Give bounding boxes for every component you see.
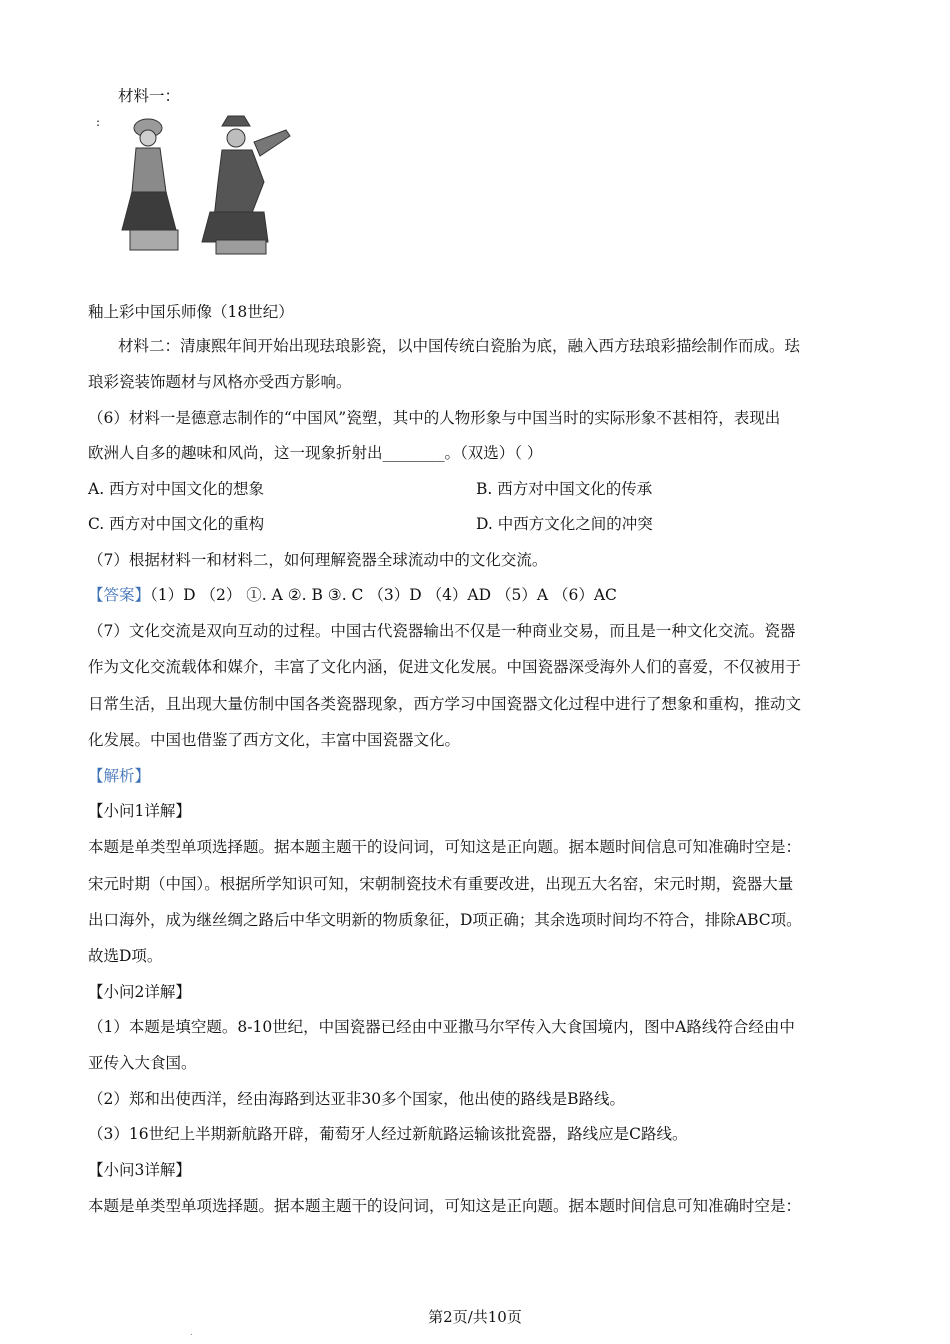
sub-2-line: （3）16世纪上半期新航路开辟，葡萄牙人经过新航路运输该批瓷器，路线应是C路线。: [88, 1125, 688, 1143]
porcelain-musicians-figure: [118, 112, 318, 260]
answer-values: （1）D （2） ①. A ②. B ③. C （3）D （4）AD （5）A （6）AC: [150, 586, 617, 604]
sub-3-line: 本题是单类型单项选择题。据本题主题干的设问词，可知这是正向题。据本题时间信息可知准确时空是：: [88, 1197, 802, 1215]
material2-line: 琅彩瓷装饰题材与风格亦受西方影响。: [88, 373, 352, 391]
answer-line: [88, 585, 617, 605]
option-a: A. 西方对中国文化的想象: [88, 480, 265, 498]
figure-caption: 釉上彩中国乐师像（18世纪）: [88, 303, 294, 321]
answer-7-line: （7）文化交流是双向互动的过程。中国古代瓷器输出不仅是一种商业交易，而且是一种文化交流。瓷器: [88, 622, 796, 640]
question-6-line: （6）材料一是德意志制作的“中国风”瓷塑，其中的人物形象与中国当时的实际形象不甚相符，表现出: [88, 409, 781, 427]
sub-question-2-tag: 【小问2详解】: [88, 983, 191, 1001]
material2-line: 材料二：清康熙年间开始出现珐琅影瓷，以中国传统白瓷胎为底，融入西方珐琅彩描绘制作而成。珐: [118, 337, 801, 355]
option-c: C. 西方对中国文化的重构: [88, 515, 265, 533]
sub-question-3-tag: 【小问3详解】: [88, 1161, 191, 1179]
sub-2-line: 亚传入大食国。: [88, 1054, 197, 1072]
sub-1-line: 故选D项。: [88, 947, 163, 965]
sub-1-line: 宋元时期（中国）。根据所学知识可知，宋朝制瓷技术有重要改进，出现五大名窑，宋元时期，瓷器大量: [88, 875, 794, 893]
question-7: （7）根据材料一和材料二，如何理解瓷器全球流动中的文化交流。: [88, 551, 548, 569]
material1-label: 材料一：: [118, 87, 181, 105]
sub-question-1-tag: 【小问1详解】: [88, 802, 191, 820]
answer-7-line: 作为文化交流载体和媒介，丰富了文化内涵，促进文化发展。中国瓷器深受海外人们的喜爱，不仅被用于: [88, 658, 802, 676]
option-b: B. 西方对中国文化的传承: [476, 480, 653, 498]
page-footer: 第2页/共10页: [428, 1308, 522, 1326]
answer-7-line: 日常生活，且出现大量仿制中国各类瓷器现象，西方学习中国瓷器文化过程中进行了想象和重构，推动文: [88, 695, 802, 713]
sub-1-line: 出口海外，成为继丝绸之路后中华文明新的物质象征，D项正确；其余选项时间均不符合，排除ABC项。: [88, 911, 802, 929]
question-6-line: 欧洲人自多的趣味和风尚，这一现象折射出________。（双选）（ ）: [88, 444, 543, 462]
answer-7-line: 化发展。中国也借鉴了西方文化，丰富中国瓷器文化。: [88, 731, 461, 749]
option-d: D. 中西方文化之间的冲突: [476, 515, 653, 533]
sub-2-line: （1）本题是填空题。8-10世纪，中国瓷器已经由中亚撒马尔罕传入大食国境内，图中A路线符合经由中: [88, 1018, 795, 1036]
sub-2-line: （2）郑和出使西洋，经由海路到达亚非30多个国家，他出使的路线是B路线。: [88, 1090, 625, 1108]
analysis-tag: 【解析】: [88, 767, 151, 785]
sub-1-line: 本题是单类型单项选择题。据本题主题干的设问词，可知这是正向题。据本题时间信息可知准确时空是：: [88, 838, 802, 856]
answer-tag: 【答案】: [88, 586, 151, 604]
